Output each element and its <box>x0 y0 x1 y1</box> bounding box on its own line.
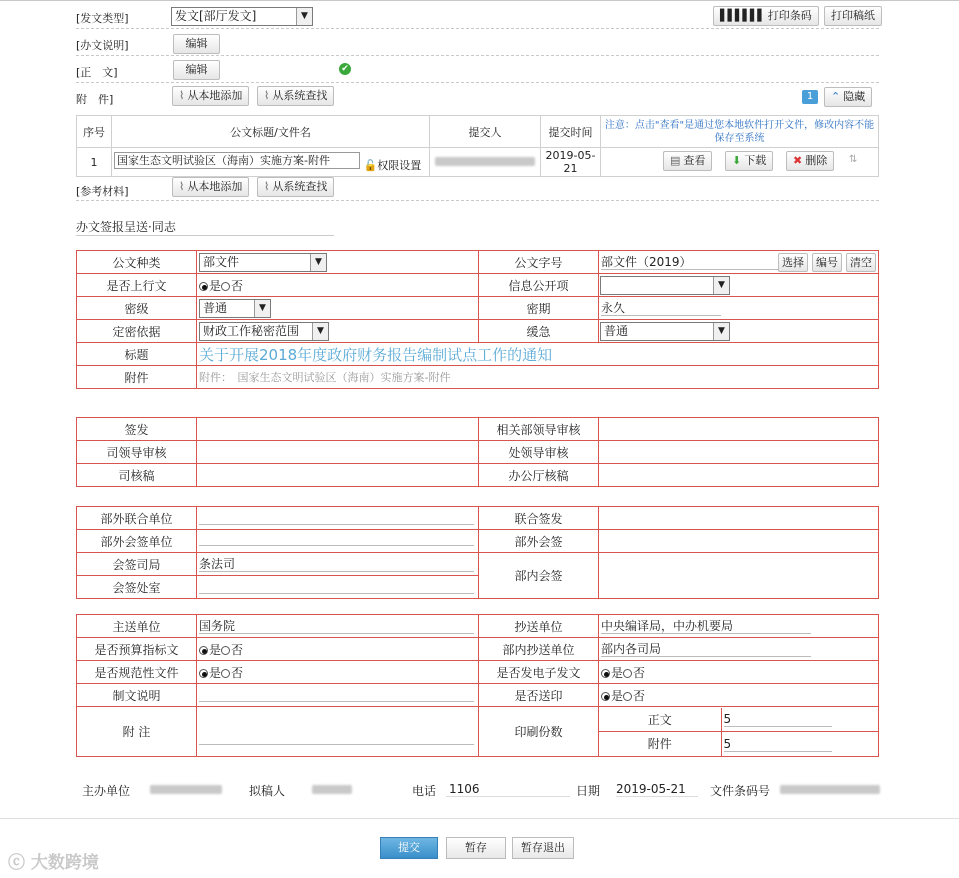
watermark: ⓒ 大数跨境 <box>8 853 99 873</box>
urgency-select[interactable]: 普通 ▼ <box>600 322 730 341</box>
main-recipient-label: 主送单位 <box>77 615 197 638</box>
e-doc-cell: 是 否 <box>599 661 879 684</box>
doc-type-value: 发文[部厅发文] <box>175 9 257 23</box>
title-cell <box>197 343 879 366</box>
paperclip-icon: ⌇ <box>179 180 185 193</box>
print-barcode-button[interactable]: ▌▌▌▌▌▌ 打印条码 <box>713 6 819 26</box>
chevron-down-icon: ▼ <box>713 323 729 340</box>
title-input[interactable]: 关于开展2018年度政府财务报告编制试点工作的通知 <box>199 345 553 364</box>
clear-button[interactable]: 清空 <box>846 253 876 272</box>
print-send-label: 是否送印 <box>479 684 599 707</box>
doc-number-input[interactable]: 部文件（2019） <box>601 254 779 270</box>
document-icon: ▤ <box>670 154 681 167</box>
permission-link[interactable]: 权限设置 <box>377 158 422 172</box>
copies-subtable <box>599 708 878 756</box>
copies-label: 印刷份数 <box>479 707 599 757</box>
body-copies-label: 正文 <box>599 708 721 732</box>
joint-sign-cell[interactable] <box>599 507 879 530</box>
doc-number-cell <box>599 251 879 274</box>
reference-label: [参考材料] <box>76 185 129 198</box>
col-time: 提交时间 <box>541 116 601 148</box>
urgency-cell <box>599 320 879 343</box>
form-countersign <box>76 506 879 599</box>
save-button[interactable]: 暂存 <box>446 837 506 859</box>
attachment-count-badge: 1 <box>802 90 818 104</box>
draft-check-cell[interactable] <box>197 464 479 487</box>
chevron-down-icon: ▼ <box>312 323 328 340</box>
body-label: [正 文] <box>76 66 118 79</box>
instructions-row <box>76 30 879 56</box>
main-recipient-cell <box>197 615 479 638</box>
doc-type-select[interactable] <box>171 7 313 26</box>
e-doc-no-radio[interactable] <box>623 669 632 678</box>
issue-cell[interactable] <box>197 418 479 441</box>
col-index: 序号 <box>77 116 112 148</box>
secret-label: 密级 <box>77 297 197 320</box>
attachment-label: 附 件] <box>76 93 114 106</box>
upward-cell: 是 否 <box>197 274 479 297</box>
cc-cell <box>599 615 879 638</box>
doc-number-label: 公文字号 <box>479 251 599 274</box>
print-draft-button[interactable]: 打印稿纸 <box>824 6 882 26</box>
norm-label: 是否规范性文件 <box>77 661 197 684</box>
sign-office-input[interactable] <box>199 578 474 594</box>
doc-type-row <box>76 4 879 29</box>
table-row <box>77 148 879 177</box>
secret-select[interactable]: 普通 ▼ <box>199 299 271 318</box>
print-send-no-radio[interactable] <box>623 692 632 701</box>
watermark-logo-icon: ⓒ <box>8 853 25 873</box>
e-doc-yes-radio[interactable] <box>601 669 610 678</box>
note-cell <box>197 707 479 757</box>
internal-cc-label: 部内抄送单位 <box>479 638 599 661</box>
att-copies-label: 附件 <box>599 732 721 756</box>
select-button[interactable]: 选择 <box>778 253 808 272</box>
blurred-host <box>150 785 222 794</box>
norm-cell: 是 否 <box>197 661 479 684</box>
office-review-label: 处领导审核 <box>479 441 599 464</box>
cc-input[interactable]: 中央编译局，中办机要局 <box>601 618 811 634</box>
ext-joint-cell <box>197 507 479 530</box>
related-label: 相关部领导审核 <box>479 418 599 441</box>
internal-cc-cell <box>599 638 879 661</box>
basis-label: 定密依据 <box>77 320 197 343</box>
sign-office-cell <box>197 576 479 599</box>
ext-sign-cell <box>197 530 479 553</box>
blurred-submitter <box>435 157 535 166</box>
top-border <box>0 0 959 1</box>
budget-yes-radio[interactable] <box>199 646 208 655</box>
upward-yes-radio[interactable] <box>199 282 208 291</box>
copies-cell <box>599 707 879 757</box>
internal-sign-label: 部内会签 <box>479 553 599 599</box>
disclose-label: 信息公开项 <box>479 274 599 297</box>
file-name-input[interactable]: 国家生态文明试验区（海南）实施方案-附件 <box>114 152 360 169</box>
number-button[interactable]: 编号 <box>812 253 842 272</box>
sign-bureau-cell <box>197 553 479 576</box>
download-button[interactable]: ⬇ 下载 <box>725 151 773 171</box>
hide-button[interactable]: ⌃ 隐藏 <box>824 87 872 107</box>
secret-cell <box>197 297 479 320</box>
office-review-cell[interactable] <box>599 441 879 464</box>
barcode-icon: ▌▌▌▌▌▌ <box>720 9 765 22</box>
ref-add-local-button[interactable]: ⌇ 从本地添加 <box>172 177 249 197</box>
cc-label: 抄送单位 <box>479 615 599 638</box>
basis-select[interactable]: 财政工作秘密范围 ▼ <box>199 322 329 341</box>
period-cell <box>599 297 879 320</box>
date-input[interactable]: 2019-05-21 <box>616 782 698 797</box>
phone-input[interactable]: 1106 <box>446 782 570 797</box>
blurred-drafter <box>312 785 352 794</box>
ext-joint-input[interactable] <box>199 509 474 525</box>
doc-type-label: [发文类型] <box>76 12 129 25</box>
ext-sign-label: 部外会签单位 <box>77 530 197 553</box>
attachment-table <box>76 115 879 177</box>
internal-cc-input[interactable]: 部内各司局 <box>601 641 811 657</box>
related-cell[interactable] <box>599 418 879 441</box>
instructions-label: [办文说明] <box>76 39 129 52</box>
paperclip-icon: ⌇ <box>264 180 270 193</box>
disclose-cell <box>599 274 879 297</box>
ext-meet-label: 部外会签 <box>479 530 599 553</box>
view-button[interactable]: ▤ 查看 <box>663 151 712 171</box>
row-file <box>112 148 430 177</box>
phone-label: 电话 <box>412 784 437 798</box>
ext-joint-label: 部外联合单位 <box>77 507 197 530</box>
reference-row <box>76 174 879 201</box>
body-copies-cell <box>721 708 878 732</box>
ref-system-search-button[interactable]: ⌇ 从系统查找 <box>257 177 334 197</box>
doc-kind-label: 公文种类 <box>77 251 197 274</box>
drafter-label: 拟稿人 <box>249 784 286 798</box>
col-title: 公文标题/文件名 <box>112 116 430 148</box>
dept-review-cell[interactable] <box>197 441 479 464</box>
row-actions <box>601 148 879 177</box>
norm-no-radio[interactable] <box>221 669 230 678</box>
period-label: 密期 <box>479 297 599 320</box>
view-notice: 注意：点击"查看"是通过您本地软件打开文件，修改内容不能保存至系统 <box>601 116 879 148</box>
attachment-row <box>76 84 879 111</box>
barcode-label: 文件条码号 <box>710 784 771 798</box>
col-submitter: 提交人 <box>430 116 541 148</box>
chevron-down-icon: ▼ <box>310 254 326 271</box>
hall-check-cell[interactable] <box>599 464 879 487</box>
submit-button[interactable]: 提交 <box>380 837 438 859</box>
hall-check-label: 办公厅核稿 <box>479 464 599 487</box>
att-copies-cell <box>721 732 878 756</box>
row-time: 2019-05-21 <box>541 148 601 177</box>
make-note-input[interactable] <box>199 686 474 702</box>
period-input[interactable]: 永久 <box>601 300 721 316</box>
disclose-select[interactable] <box>600 276 730 295</box>
print-send-cell: 是 否 <box>599 684 879 707</box>
main-recipient-input[interactable]: 国务院 <box>199 618 474 634</box>
download-icon: ⬇ <box>732 154 742 167</box>
budget-no-radio[interactable] <box>221 646 230 655</box>
attach-value: 附件： 国家生态文明试验区（海南）实施方案-附件 <box>197 366 879 389</box>
att-copies-input[interactable]: 5 <box>724 736 832 752</box>
urgency-label: 缓急 <box>479 320 599 343</box>
make-note-cell <box>197 684 479 707</box>
print-send-yes-radio[interactable] <box>601 692 610 701</box>
chevron-down-icon: ▼ <box>254 300 270 317</box>
chevron-down-icon: ▼ <box>296 8 312 25</box>
sign-bureau-label: 会签司局 <box>77 553 197 576</box>
draft-check-label: 司核稿 <box>77 464 197 487</box>
budget-cell: 是 否 <box>197 638 479 661</box>
note-label: 附 注 <box>77 707 197 757</box>
make-note-label: 制文说明 <box>77 684 197 707</box>
footer-divider <box>0 818 959 819</box>
save-exit-button[interactable]: 暂存退出 <box>512 837 574 859</box>
attach-label: 附件 <box>77 366 197 389</box>
row-index: 1 <box>77 148 112 177</box>
budget-label: 是否预算指标文 <box>77 638 197 661</box>
title-label: 标题 <box>77 343 197 366</box>
instructions-edit-button[interactable]: 编辑 <box>173 34 220 54</box>
attachment-header-row <box>77 116 879 148</box>
form-distribution <box>76 614 879 757</box>
blurred-barcode <box>780 785 880 794</box>
ext-meet-cell[interactable] <box>599 530 879 553</box>
body-copies-input[interactable]: 5 <box>724 711 832 727</box>
norm-yes-radio[interactable] <box>199 669 208 678</box>
issue-label: 签发 <box>77 418 197 441</box>
basis-cell <box>197 320 479 343</box>
delete-icon: ✖ <box>793 154 803 167</box>
body-edit-button[interactable]: 编辑 <box>173 60 220 80</box>
paperclip-icon: ⌇ <box>264 89 270 102</box>
check-icon: ✔ <box>339 63 351 75</box>
internal-sign-cell[interactable] <box>599 553 879 599</box>
sign-bureau-input[interactable]: 条法司 <box>199 556 474 572</box>
ext-sign-input[interactable] <box>199 534 474 546</box>
doc-kind-select[interactable]: 部文件 ▼ <box>199 253 327 272</box>
chevron-up-icon: ⌃ <box>831 90 841 103</box>
system-search-button[interactable]: ⌇ 从系统查找 <box>257 86 334 106</box>
sign-line[interactable]: 办文签报呈送·同志 <box>76 218 334 236</box>
sort-arrows-icon[interactable]: ⇅ <box>849 154 858 165</box>
delete-button[interactable]: ✖ 删除 <box>786 151 834 171</box>
form-basic <box>76 250 879 389</box>
row-submitter <box>430 148 541 177</box>
lock-icon: 🔓 <box>363 158 378 172</box>
dept-review-label: 司领导审核 <box>77 441 197 464</box>
date-label: 日期 <box>576 784 601 798</box>
paperclip-icon: ⌇ <box>179 89 185 102</box>
chevron-down-icon: ▼ <box>713 277 729 294</box>
doc-kind-cell <box>197 251 479 274</box>
host-label: 主办单位 <box>82 784 131 798</box>
e-doc-label: 是否发电子发文 <box>479 661 599 684</box>
joint-sign-label: 联合签发 <box>479 507 599 530</box>
note-input[interactable] <box>199 715 474 745</box>
body-row <box>76 57 879 83</box>
upward-label: 是否上行文 <box>77 274 197 297</box>
add-local-button[interactable]: ⌇ 从本地添加 <box>172 86 249 106</box>
form-review <box>76 417 879 487</box>
sign-office-label: 会签处室 <box>77 576 197 599</box>
upward-no-radio[interactable] <box>221 282 230 291</box>
